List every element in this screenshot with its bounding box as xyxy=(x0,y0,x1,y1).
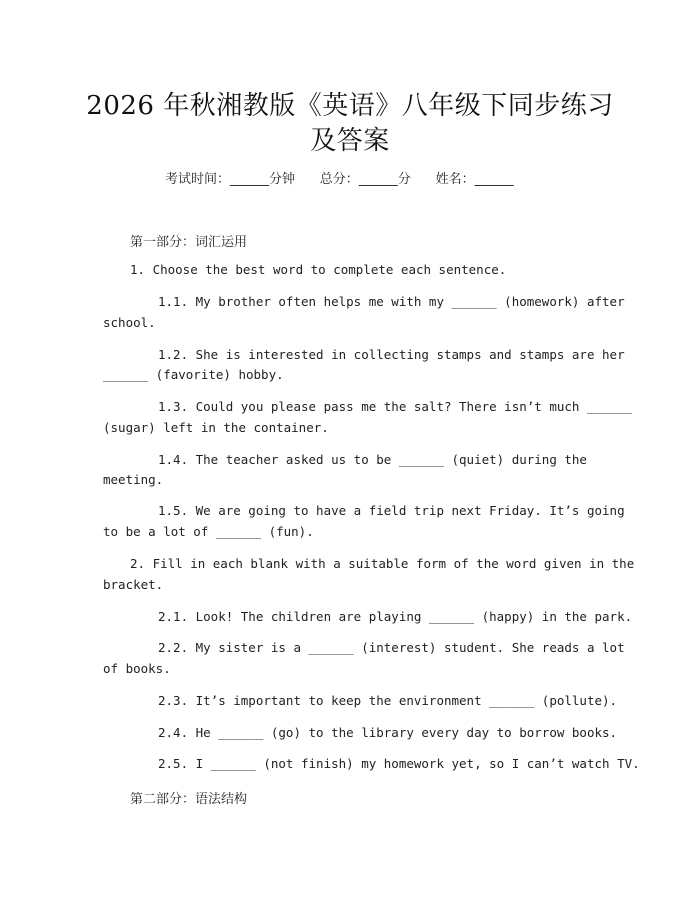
question-2-4: 2.4. He ______ (go) to the library every day to borrow books. xyxy=(158,725,618,740)
question-1-2-line-1: 1.2. She is interested in collecting stamps and stamps are her xyxy=(158,347,625,362)
question-1-2-line-2: ______ (favorite) hobby. xyxy=(103,367,284,382)
question-2-1: 2.1. Look! The children are playing ______ (happy) in the park. xyxy=(158,609,633,624)
question-2-5: 2.5. I ______ (not finish) my homework yet, so I can’t watch TV. xyxy=(158,756,640,771)
question-2-heading-line-2: bracket. xyxy=(103,577,164,592)
part2-heading: 第二部分：语法结构 xyxy=(130,792,248,807)
document-title-line-1: 2026 年秋湘教版《英语》八年级下同步练习 xyxy=(86,91,614,121)
question-1-4-line-2: meeting. xyxy=(103,472,164,487)
question-1-4-line-1: 1.4. The teacher asked us to be ______ (quiet) during the xyxy=(158,452,587,467)
question-1-1-line-2: school. xyxy=(103,315,156,330)
question-1-5-line-2: to be a lot of ______ (fun). xyxy=(103,524,314,539)
question-2-2-line-2: of books. xyxy=(103,661,171,676)
document-title-line-2: 及答案 xyxy=(310,126,390,156)
question-2-2-line-1: 2.2. My sister is a ______ (interest) student. She reads a lot xyxy=(158,640,625,655)
exam-info: 考试时间：______分钟 总分：______分 姓名：______ xyxy=(165,172,514,187)
question-2-heading-line-1: 2. Fill in each blank with a suitable form of the word given in the xyxy=(130,556,635,571)
question-1-3-line-2: (sugar) left in the container. xyxy=(103,420,329,435)
question-1-heading: 1. Choose the best word to complete each sentence. xyxy=(130,262,507,277)
question-1-5-line-1: 1.5. We are going to have a field trip next Friday. It’s going xyxy=(158,503,625,518)
part1-heading: 第一部分：词汇运用 xyxy=(130,235,248,250)
question-2-3: 2.3. It’s important to keep the environment ______ (pollute). xyxy=(158,693,618,708)
question-1-3-line-1: 1.3. Could you please pass me the salt? There isn’t much ______ xyxy=(158,399,633,414)
question-1-1-line-1: 1.1. My brother often helps me with my ______ (homework) after xyxy=(158,294,625,309)
